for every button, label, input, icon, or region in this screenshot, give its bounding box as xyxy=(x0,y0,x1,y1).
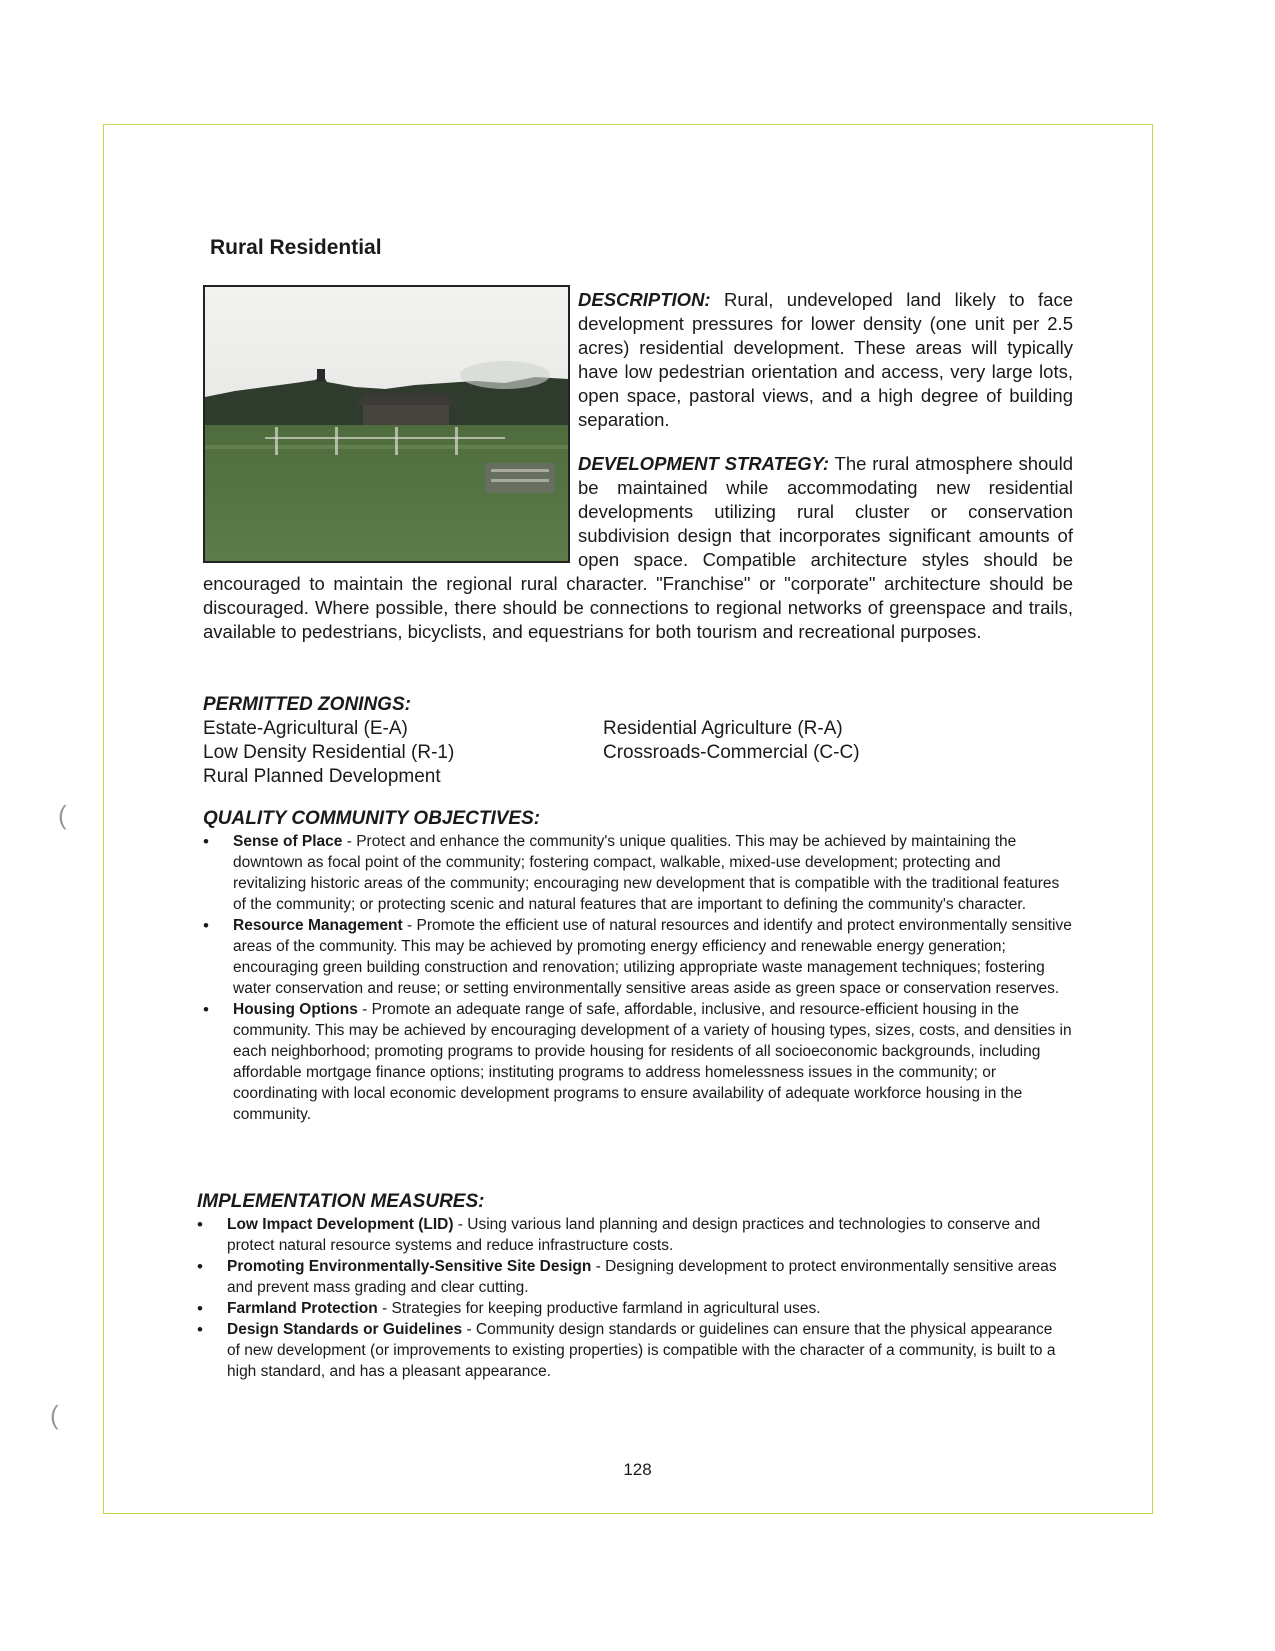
objectives-list xyxy=(203,831,1073,1125)
implementation-measures-heading: IMPLEMENTATION MEASURES: xyxy=(197,1191,485,1212)
scan-artifact: ( xyxy=(58,800,67,830)
page-number: 128 xyxy=(623,1460,652,1479)
development-strategy-label: DEVELOPMENT STRATEGY: xyxy=(578,453,830,474)
measure-term: Promoting Environmentally-Sensitive Site Design xyxy=(227,1258,592,1275)
zoning-item: Residential Agriculture (R-A) xyxy=(603,718,843,739)
scan-artifact: ( xyxy=(50,1400,59,1430)
measure-text: - Using various land planning and design practices and technologies to conserve and protect natural resource systems and reduce infrastructure costs. xyxy=(227,1216,1041,1254)
objective-text: - Protect and enhance the community's unique qualities. This may be achieved by maintaining the downtown as focal point of the community; fostering compact, walkable, mixed-use development; protecting and revitalizing historic areas of the community; encouraging new development that is compatible with the traditional features of the community; or protecting scenic and natural features that are important to defining the community's character. xyxy=(233,833,1060,913)
zoning-item: Estate-Agricultural (E-A) xyxy=(203,718,408,739)
zoning-item: Low Density Residential (R-1) xyxy=(203,742,455,763)
list-item xyxy=(197,1298,1067,1319)
measure-term: Farmland Protection xyxy=(227,1300,378,1317)
objective-text: - Promote the efficient use of natural resources and identify and protect environmentally sensitive areas of the community. This may be achieved by promoting energy efficiency and renewable energy generation; encouraging green building construction and renovation; utilizing appropriate waste management techniques; fostering water conservation and reuse; or setting environmentally sensitive areas aside as green space or conservation reserves. xyxy=(233,917,1072,997)
measure-term: Low Impact Development (LID) xyxy=(227,1216,454,1233)
zoning-item: Crossroads-Commercial (C-C) xyxy=(603,742,860,763)
photo-spacer xyxy=(203,288,578,560)
list-item xyxy=(197,1256,1067,1298)
measures-list xyxy=(197,1214,1067,1382)
objective-text: - Promote an adequate range of safe, affordable, inclusive, and resource-efficient housing in the community. This may be achieved by encouraging development of a variety of housing types, sizes, costs, and densities in each neighborhood; promoting programs to provide housing for residents of all socioeconomic backgrounds, including affordable mortgage finance options; instituting programs to address homelessness issues in the community; or coordinating with local economic development programs to ensure availability of adequate workforce housing in the community. xyxy=(233,1001,1072,1123)
list-item xyxy=(197,1319,1067,1382)
measure-text: - Strategies for keeping productive farmland in agricultural uses. xyxy=(377,1300,821,1317)
list-item xyxy=(203,915,1073,999)
list-item xyxy=(197,1214,1067,1256)
permitted-zonings-heading: PERMITTED ZONINGS: xyxy=(203,694,411,715)
measure-text: - Designing development to protect environmentally sensitive areas and prevent mass grading and clear cutting. xyxy=(227,1258,1057,1296)
zonings-columns xyxy=(203,717,1073,789)
description-text: Rural, undeveloped land likely to face development pressures for lower density (one unit per 2.5 acres) residential development. These areas will typically have low pedestrian orientation and access, very large lots, open space, pastoral views, and a high degree of building separation. xyxy=(578,289,1073,430)
narrative-section xyxy=(203,288,1073,644)
measure-text: - Community design standards or guidelines can ensure that the physical appearance of new development (or improvements to existing properties) is compatible with the character of a community, is built to a high standard, and has a pleasant appearance. xyxy=(227,1321,1056,1380)
page-title: Rural Residential xyxy=(210,236,382,259)
development-strategy-text: The rural atmosphere should be maintained while accommodating new residential developments utilizing rural cluster or conservation subdivision design that incorporates significant amounts of open space. Compatible architecture styles should be encouraged to maintain the regional rural character. "Franchise" or "corporate" architecture should be discouraged. Where possible, there should be connections to regional networks of greenspace and trails, available to pedestrians, bicyclists, and equestrians for both tourism and recreational purposes. xyxy=(203,453,1073,642)
quality-objectives-heading: QUALITY COMMUNITY OBJECTIVES: xyxy=(203,808,541,829)
objective-term: Housing Options xyxy=(233,1001,358,1018)
list-item xyxy=(203,999,1073,1125)
description-label: DESCRIPTION: xyxy=(578,289,711,310)
objective-term: Sense of Place xyxy=(233,833,343,850)
quality-objectives-section xyxy=(203,808,1073,1125)
list-item xyxy=(203,831,1073,915)
objective-term: Resource Management xyxy=(233,917,403,934)
permitted-zonings-section xyxy=(203,693,1073,789)
implementation-measures-section xyxy=(197,1191,1067,1382)
zonings-right-column xyxy=(603,717,860,789)
measure-term: Design Standards or Guidelines xyxy=(227,1321,463,1338)
zonings-left-column xyxy=(203,717,603,789)
zoning-item: Rural Planned Development xyxy=(203,766,441,787)
